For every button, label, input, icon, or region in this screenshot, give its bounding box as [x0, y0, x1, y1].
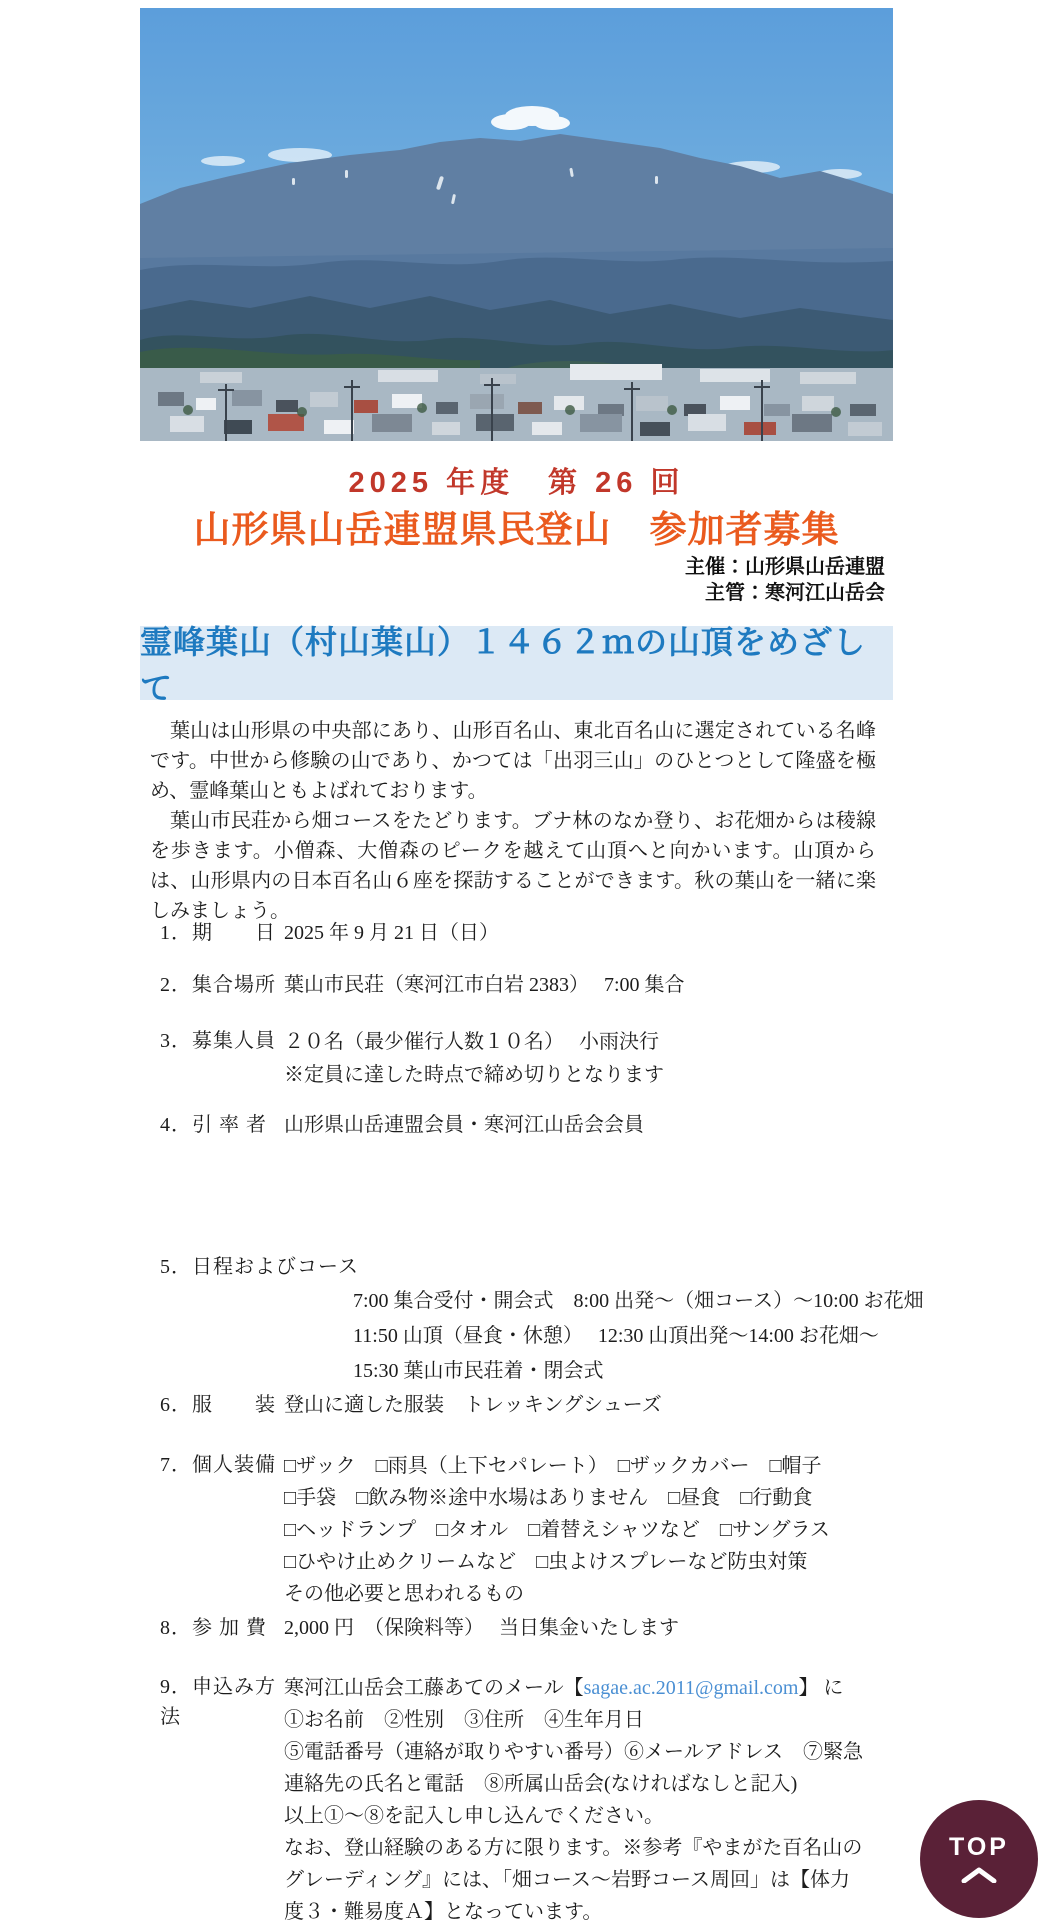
item-personal-gear: [160, 1450, 884, 1610]
schedule-line: 11:50 山頂（昼食・休憩） 12:30 山頂出発～14:00 お花畑～: [353, 1325, 879, 1347]
item-value: 山形県山岳連盟会員・寒河江山岳会会員: [284, 1114, 644, 1136]
email-link[interactable]: sagae.ac.2011@gmail.com: [583, 1677, 799, 1699]
item-label: 3．募集人員: [160, 1030, 276, 1052]
item-value-note: ※定員に達した時点で締め切りとなります: [284, 1064, 664, 1086]
gear-other-line: その他必要と思われるもの: [284, 1583, 524, 1605]
application-line: ①お名前 ②性別 ③住所 ④生年月日: [284, 1709, 644, 1731]
schedule-line: 7:00 集合受付・開会式 8:00 出発～（畑コース）～10:00 お花畑: [353, 1290, 924, 1312]
item-value: 2025 年 9 月 21 日（日）: [284, 922, 499, 944]
item-label: 4．引 率 者: [160, 1114, 267, 1136]
item-schedule-label: 5．日程およびコース: [160, 1256, 359, 1278]
intro-paragraphs: [150, 716, 876, 926]
email-suffix: 】 に: [798, 1677, 844, 1699]
gear-checkbox-line: □ザック □雨具（上下セパレート） □ザックカバー □帽子: [284, 1455, 822, 1477]
item-fee: [160, 1613, 884, 1643]
session-line: 2025 年度 第 26 回: [348, 467, 685, 499]
item-date: [160, 918, 884, 948]
item-value: ２０名（最少催行人数１０名） 小雨決行: [284, 1031, 659, 1053]
top-button-label: TOP: [949, 1833, 1009, 1861]
application-line: グレーディング』には、「畑コース～岩野コース周回」は【体力: [284, 1869, 850, 1891]
item-label: 8．参 加 費: [160, 1617, 267, 1639]
manager-line: 主管：寒河江山岳会: [705, 582, 885, 604]
item-value: 2,000 円 （保険料等） 当日集金いたします: [284, 1617, 679, 1639]
item-clothing: [160, 1390, 884, 1420]
organizer-block: [140, 554, 885, 606]
email-prefix: 寒河江山岳会工藤あてのメール【: [284, 1677, 584, 1699]
organizer-line: 主催：山形県山岳連盟: [685, 556, 885, 578]
hayama-mountain-photo: [140, 8, 893, 441]
subtitle-banner: [140, 624, 893, 706]
town: [140, 364, 893, 441]
item-capacity: [160, 1026, 884, 1092]
item-meeting-place: [160, 970, 884, 1000]
application-line: 以上①～⑧を記入し申し込んでください。: [284, 1805, 664, 1827]
gear-checkbox-line: □手袋 □飲み物※途中水場はありません □昼食 □行動食: [284, 1487, 813, 1509]
application-line: 度３・難易度Ａ】となっています。: [284, 1901, 603, 1923]
intro-paragraph-1: 葉山は山形県の中央部にあり、山形百名山、東北百名山に選定されている名峰です。中世から修験の山であり、かつては「出羽三山」のひとつとして隆盛を極め、霊峰葉山ともよばれております。: [150, 720, 876, 802]
subtitle-banner-text: 霊峰葉山（村山葉山）１４６２ｍの山頂をめざして: [140, 624, 867, 706]
top-button[interactable]: [920, 1800, 1038, 1918]
item-value: 登山に適した服装 トレッキングシューズ: [284, 1394, 662, 1416]
item-leaders: [160, 1110, 884, 1140]
gear-checkbox-line: □ヘッドランプ □タオル □着替えシャツなど □サングラス: [284, 1519, 830, 1541]
application-line: 連絡先の氏名と電話 ⑧所属山岳会(なければなしと記入): [284, 1773, 798, 1795]
schedule-line: 15:30 葉山市民荘着・閉会式: [353, 1360, 604, 1382]
application-line: ⑤電話番号（連絡が取りやすい番号）⑥メールアドレス ⑦緊急: [284, 1741, 863, 1763]
chevron-up-icon: [961, 1867, 997, 1883]
item-label: 1．期 日: [160, 922, 276, 944]
mountain-photo-graphic: [140, 8, 893, 441]
item-label: 2．集合場所: [160, 974, 276, 996]
item-application: [160, 1672, 884, 1928]
item-label: 7．個人装備: [160, 1454, 276, 1476]
item-value: 葉山市民荘（寒河江市白岩 2383） 7:00 集合: [284, 974, 685, 996]
item-schedule-lines: [353, 1284, 924, 1389]
application-email-line: [284, 1672, 884, 1704]
page-title: 山形県山岳連盟県民登山 参加者募集: [193, 509, 840, 550]
intro-paragraph-2: 葉山市民荘から畑コースをたどります。ブナ林のなか登り、お花畑からは稜線を歩きます。小僧森、大僧森のピークを越えて山頂へと向かいます。山頂からは、山形県内の日本百名山６座を探訪することができます。秋の葉山を一緒に楽しみましょう。: [150, 810, 876, 922]
item-label: 9．申込み方法: [160, 1676, 276, 1728]
item-label: 6．服 装: [160, 1394, 276, 1416]
application-line: なお、登山経験のある方に限ります。※参考『やまがた百名山の: [284, 1837, 863, 1859]
gear-checkbox-line: □ひやけ止めクリームなど □虫よけスプレーなど防虫対策: [284, 1551, 808, 1573]
